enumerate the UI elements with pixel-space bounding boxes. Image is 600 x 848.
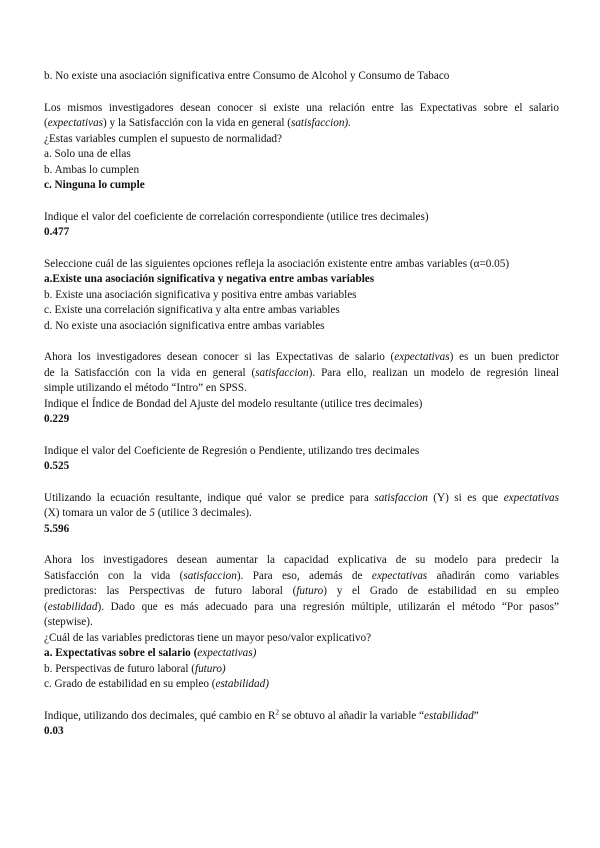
stepwise-option-c (44, 677, 559, 693)
normality-option-a: a. Solo una de ellas (44, 148, 131, 160)
normality-option-b: b. Ambas lo cumplen (44, 163, 140, 176)
var-satisfaccion: satisfaccion (374, 491, 428, 504)
fit-text: ). Para ello, realizan un modelo de regresión lineal (308, 366, 560, 379)
var-expectativas: expectativas) (197, 647, 257, 659)
prediction-answer: 5.596 (44, 522, 70, 535)
correlation-question: Indique el valor del coeficiente de correlación correspondiente (utilice tres decimales) (44, 210, 429, 223)
normality-intro-text: ) y la Satisfacción con la vida en general ( (103, 117, 291, 129)
var-expectativas: expectativas (394, 351, 450, 363)
stepwise-line3 (44, 584, 559, 600)
prediction-text: (X) tomara un valor de (44, 507, 150, 519)
association-option-c: c. Existe una correlación significativa y alta entre ambas variables (44, 304, 340, 316)
prediction-line2 (44, 506, 559, 522)
r2-text: Indique, utilizando dos decimales, qué cambio en R (44, 709, 276, 722)
stepwise-line2 (44, 569, 559, 585)
stepwise-text: predictoras: las Perspectivas de futuro laboral ( (44, 585, 297, 597)
normality-intro-line2: (expectativas) y la Satisfacción con la vida en general (satisfaccion). (44, 117, 351, 129)
fit-text: de la Satisfacción con la vida en general ( (44, 366, 256, 379)
stepwise-option-b (44, 662, 559, 678)
r2-change-answer: 0.03 (44, 725, 64, 737)
slope-answer: 0.525 (44, 460, 70, 472)
prediction-text: (utilice 3 decimales). (154, 507, 252, 519)
prediction-text: Utilizando la ecuación resultante, indique qué valor se predice para (44, 491, 375, 504)
fit-intro-line3: simple utilizando el método “Intro” en SPSS. (44, 382, 247, 394)
r2-superscript: 2 (275, 707, 279, 716)
stepwise-question-block (44, 553, 559, 693)
prediction-line1 (44, 491, 559, 507)
var-futuro: futuro (296, 585, 324, 597)
stepwise-option-a (44, 646, 559, 662)
document-content (44, 69, 559, 740)
stepwise-text: ). Dado que es más adecuado para una regresión múltiple, utilizarán el método “Por pasos” (97, 600, 559, 613)
stepwise-text: Satisfacción con la vida ( (44, 569, 184, 582)
stepwise-text: ). Para eso, además de (236, 569, 372, 582)
stepwise-line4 (44, 600, 559, 616)
previous-answer-b: b. No existe una asociación significativa entre Consumo de Alcohol y Consumo de Tabaco (44, 70, 450, 82)
correlation-answer: 0.477 (44, 226, 70, 238)
prediction-x-value: 5 (149, 507, 155, 519)
fit-question-block (44, 350, 559, 428)
association-question-block (44, 257, 559, 335)
normality-intro-line1: Los mismos investigadores desean conocer si existe una relación entre las Expectativas sobre el salario (44, 101, 559, 114)
slope-question: Indique el valor del Coeficiente de Regresión o Pendiente, utilizando tres decimales (44, 444, 420, 457)
fit-text: ) es un buen predictor (449, 351, 559, 363)
stepwise-text: ) y el Grado de estabilidad en su empleo (323, 585, 560, 597)
r2-text: ” (473, 709, 479, 722)
var-satisfaccion: satisfaccion). (290, 117, 351, 129)
var-satisfaccion: satisfaccion (183, 569, 237, 582)
var-estabilidad: estabilidad) (215, 678, 269, 690)
stepwise-line5: (stepwise). (44, 616, 93, 628)
fit-question: Indique el Índice de Bondad del Ajuste del modelo resultante (utilice tres decimales) (44, 397, 423, 410)
stepwise-text: añadirán como variables (427, 569, 560, 582)
normality-question-block (44, 101, 559, 194)
stepwise-option-b-text: b. Perspectivas de futuro laboral ( (44, 662, 195, 675)
stepwise-question: ¿Cuál de las variables predictoras tiene un mayor peso/valor explicativo? (44, 631, 372, 644)
stepwise-option-a-text: a. Expectativas sobre el salario ( (44, 647, 198, 659)
r2-change-question (44, 709, 559, 725)
stepwise-line1: Ahora los investigadores desean aumentar la capacidad explicativa de su modelo para predecir la (44, 554, 559, 566)
var-expectativas: expectativas (503, 491, 559, 504)
normality-question: ¿Estas variables cumplen el supuesto de normalidad? (44, 132, 282, 145)
association-option-d: d. No existe una asociación significativa entre ambas variables (44, 319, 325, 332)
slope-question-block (44, 444, 559, 475)
var-futuro: futuro) (194, 662, 226, 675)
fit-text: Ahora los investigadores desean conocer si las Expectativas de salario ( (44, 351, 395, 363)
association-option-a: a.Existe una asociación significativa y negativa entre ambas variables (44, 273, 375, 285)
var-satisfaccion: satisfaccion (255, 366, 309, 379)
fit-intro-line2 (44, 366, 559, 382)
normality-option-c: c. Ninguna lo cumple (44, 179, 145, 191)
prediction-text: (Y) si es que (427, 491, 504, 504)
association-option-b: b. Existe una asociación significativa y positiva entre ambas variables (44, 288, 357, 301)
association-question: Seleccione cuál de las siguientes opciones refleja la asociación existente entre ambas variables (α=0.05) (44, 257, 510, 270)
r2-change-question-block (44, 709, 559, 740)
var-estabilidad: estabilidad (47, 600, 98, 613)
prediction-question-block (44, 491, 559, 538)
fit-answer: 0.229 (44, 413, 70, 425)
var-estabilidad: estabilidad (424, 709, 474, 722)
var-expectativas: expectativas (371, 569, 428, 582)
stepwise-option-c-text: c. Grado de estabilidad en su empleo ( (44, 678, 216, 690)
correlation-question-block (44, 210, 559, 241)
r2-text: se obtuvo al añadir la variable “ (278, 709, 425, 722)
fit-intro-line1 (44, 350, 559, 366)
stepwise-text: ( (44, 600, 48, 613)
var-expectativas: expectativas (47, 117, 104, 129)
